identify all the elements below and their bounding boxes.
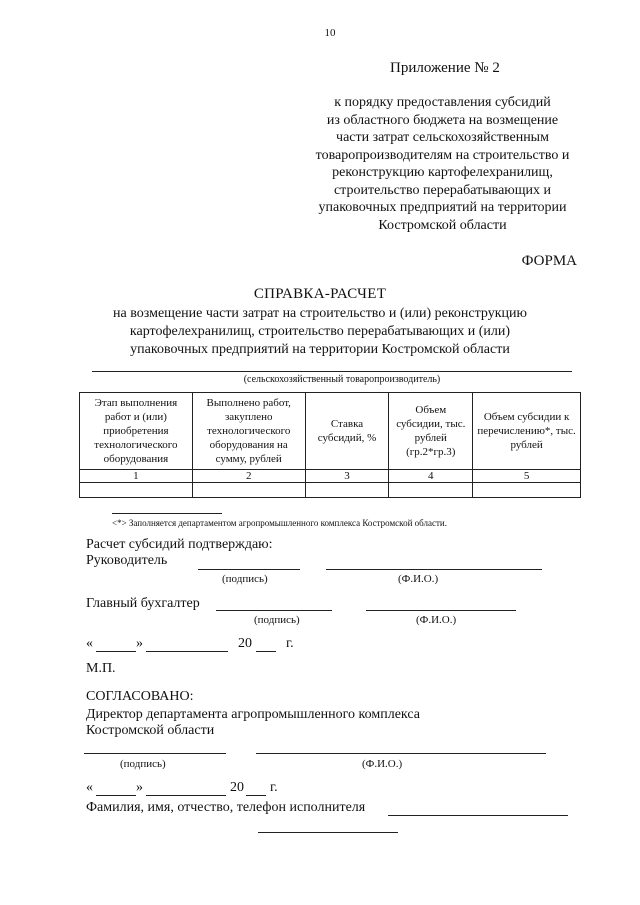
- accountant-fio-caption: (Ф.И.О.): [416, 614, 457, 626]
- head-signature-line[interactable]: [198, 569, 300, 570]
- producer-fill-line[interactable]: [92, 371, 572, 372]
- agreed-position-line1: Директор департамента агропромышленного комплекса: [86, 707, 420, 722]
- page-number: 10: [324, 27, 336, 39]
- accountant-fio-line[interactable]: [366, 610, 516, 611]
- accountant-label: Главный бухгалтер: [86, 596, 200, 611]
- agreed-date-year-suffix: г.: [270, 780, 278, 795]
- table-cell[interactable]: [305, 483, 389, 498]
- column-number: 1: [80, 470, 193, 483]
- executor-fill-line-2[interactable]: [258, 832, 398, 833]
- accountant-signature-line[interactable]: [216, 610, 332, 611]
- table-cell[interactable]: [80, 483, 193, 498]
- column-number: 5: [473, 470, 581, 483]
- table-row: [80, 483, 581, 498]
- date-month-line[interactable]: [146, 651, 228, 652]
- date-year-line[interactable]: [256, 651, 276, 652]
- annex-line: упаковочных предприятий на территории: [318, 200, 567, 215]
- annex-line: Костромской области: [378, 217, 507, 233]
- document-subtitle: [0, 305, 640, 359]
- executor-label: Фамилия, имя, отчество, телефон исполнителя: [86, 800, 366, 815]
- confirm-heading: Расчет субсидий подтверждаю:: [86, 537, 273, 552]
- agreed-date-year-line[interactable]: [246, 795, 266, 796]
- forma-label: ФОРМА: [521, 253, 577, 269]
- table-cell[interactable]: [473, 483, 581, 498]
- annex-title: Приложение № 2: [390, 60, 500, 76]
- table-number-row: [80, 470, 581, 483]
- agreed-heading: СОГЛАСОВАНО:: [86, 689, 194, 704]
- table-cell[interactable]: [389, 483, 473, 498]
- agreed-fio-line[interactable]: [256, 753, 546, 754]
- date-close-quote: »: [136, 636, 143, 651]
- annex-line: строительство перерабатывающих и: [333, 182, 552, 198]
- head-fio-caption: (Ф.И.О.): [398, 573, 439, 585]
- annex-line: части затрат сельскохозяйственным: [336, 130, 549, 145]
- table-header-cell: Ставка субсидий, %: [305, 393, 389, 470]
- subtitle-line: картофелехранилищ, строительство перерабатывающих и (или): [129, 324, 511, 339]
- annex-line: реконструкцию картофелехранилищ,: [332, 165, 553, 180]
- footnote: <*> Заполняется департаментом агропромышленного комплекса Костромской области.: [112, 518, 447, 528]
- date-year-suffix: г.: [286, 636, 294, 651]
- accountant-signature-caption: (подпись): [254, 614, 300, 626]
- agreed-date-close-quote: »: [136, 780, 143, 795]
- mp-stamp-place: М.П.: [86, 661, 116, 676]
- head-fio-line[interactable]: [326, 569, 542, 570]
- document-title: СПРАВКА-РАСЧЕТ: [253, 286, 387, 302]
- table-header-cell: Этап выполнения работ и (или) приобретения технологического оборудования: [80, 393, 193, 470]
- annex-description: [300, 94, 585, 234]
- agreed-signature-line[interactable]: [84, 753, 226, 754]
- column-number: 3: [305, 470, 389, 483]
- table-cell[interactable]: [192, 483, 305, 498]
- agreed-date-month-line[interactable]: [146, 795, 226, 796]
- table-header-cell: Объем субсидии, тыс. рублей (гр.2*гр.3): [389, 393, 473, 470]
- producer-caption: (сельскохозяйственный товаропроизводитель): [243, 374, 441, 385]
- table-header-cell: Выполнено работ, закуплено технологического оборудования на сумму, рублей: [192, 393, 305, 470]
- annex-line: к порядку предоставления субсидий: [334, 95, 551, 110]
- executor-fill-line[interactable]: [388, 815, 568, 816]
- annex-line: из областного бюджета на возмещение: [326, 112, 559, 128]
- annex-line: товаропроизводителям на строительство и: [315, 147, 570, 163]
- agreed-date-open-quote: «: [86, 780, 93, 795]
- agreed-fio-caption: (Ф.И.О.): [362, 758, 403, 770]
- agreed-date-year-prefix: 20: [230, 780, 244, 795]
- table-header-cell: Объем субсидии к перечислению*, тыс. рублей: [473, 393, 581, 470]
- head-signature-caption: (подпись): [222, 573, 268, 585]
- column-number: 2: [192, 470, 305, 483]
- date-year-prefix: 20: [238, 636, 252, 651]
- head-label: Руководитель: [86, 553, 168, 568]
- footnote-separator: [112, 513, 222, 514]
- subtitle-line: упаковочных предприятий на территории Костромской области: [130, 342, 510, 357]
- date-day-line[interactable]: [96, 651, 136, 652]
- agreed-position-line2: Костромской области: [86, 723, 215, 738]
- subtitle-line: на возмещение части затрат на строительство и (или) реконструкцию: [113, 306, 527, 321]
- agreed-signature-caption: (подпись): [120, 758, 166, 770]
- column-number: 4: [389, 470, 473, 483]
- date-open-quote: «: [86, 636, 93, 651]
- agreed-date-day-line[interactable]: [96, 795, 136, 796]
- table-header-row: [80, 393, 581, 470]
- calculation-table: [79, 392, 581, 498]
